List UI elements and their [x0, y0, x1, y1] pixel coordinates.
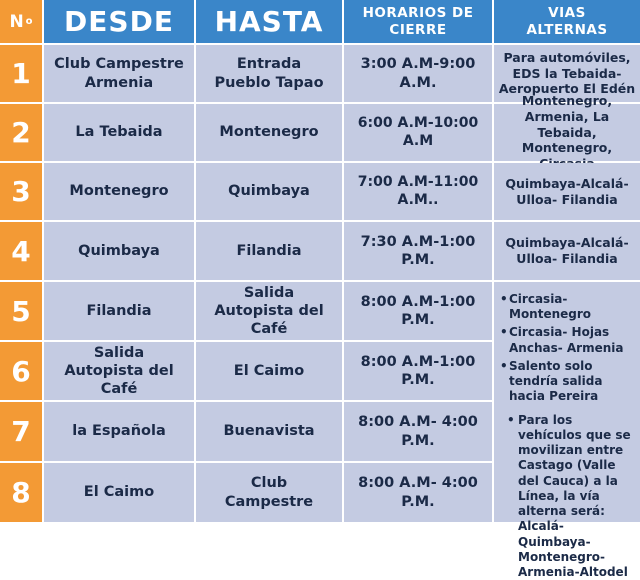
row-horario: 7:00 A.M-11:00 A.M..: [344, 163, 492, 220]
row-hasta: El Caimo: [196, 342, 342, 400]
row-number: 5: [0, 282, 42, 340]
row-number: 8: [0, 463, 42, 522]
header-vias: VIAS ALTERNAS: [494, 0, 640, 43]
vias-bullet-list: [500, 292, 636, 580]
row-horario: 8:00 A.M-1:00 P.M.: [344, 342, 492, 400]
header-number: [0, 0, 42, 43]
row-horario: 7:30 A.M-1:00 P.M.: [344, 222, 492, 280]
row-desde: la Española: [44, 402, 194, 461]
row-number: 6: [0, 342, 42, 400]
vias-merged-cell: [494, 282, 640, 579]
row-desde: Filandia: [44, 282, 194, 340]
row-number: 3: [0, 163, 42, 220]
row-vias: Para automóviles, EDS la Tebaida- Aeropuerto El Edén: [494, 45, 640, 102]
row-desde: Quimbaya: [44, 222, 194, 280]
row-hasta: Montenegro: [196, 104, 342, 161]
row-desde: Montenegro: [44, 163, 194, 220]
vias-bullet: • Salento solo tendría salida hacia Pereira: [500, 359, 636, 405]
row-vias: Armenia, La Tebaida, Montenegro,: [494, 104, 640, 161]
vias-bullet: • Circasia-Montenegro: [500, 292, 636, 322]
row-hasta: Filandia: [196, 222, 342, 280]
vias-bullet: • Para los vehículos que se movilizan entre Castago (Valle del Cauca) a la Línea, la vía alterna será: Alcalá- Quimbaya- Montenegro- Armenia-Altodel: [500, 413, 636, 580]
row-hasta: Quimbaya: [196, 163, 342, 220]
row-horario: 3:00 A.M-9:00 A.M.: [344, 45, 492, 102]
row-hasta: Club Campestre: [196, 463, 342, 522]
row-vias: Quimbaya-Alcalá- Ulloa- Filandia: [494, 222, 640, 280]
row-number: 1: [0, 45, 42, 102]
header-hasta: HASTA: [196, 0, 342, 43]
header-desde: DESDE: [44, 0, 194, 43]
row-hasta: Buenavista: [196, 402, 342, 461]
row-horario: 6:00 A.M-10:00 A.M: [344, 104, 492, 161]
header-horarios: HORARIOS DE CIERRE: [344, 0, 492, 43]
row-desde: Club Campestre Armenia: [44, 45, 194, 102]
row-horario: 8:00 A.M- 4:00 P.M.: [344, 463, 492, 522]
row-number: 2: [0, 104, 42, 161]
row-desde: La Tebaida: [44, 104, 194, 161]
header-number-label: N: [9, 11, 24, 32]
row-number: 4: [0, 222, 42, 280]
row-desde: Salida Autopista del Café: [44, 342, 194, 400]
row-number: 7: [0, 402, 42, 461]
row-vias: Quimbaya-Alcalá- Ulloa- Filandia: [494, 163, 640, 220]
vias-bullet: • Circasia- Hojas Anchas- Armenia: [500, 325, 636, 355]
row-hasta: Salida Autopista del Café: [196, 282, 342, 340]
header-number-sup: o: [25, 16, 33, 27]
row-horario: 8:00 A.M- 4:00 P.M.: [344, 402, 492, 461]
row-hasta: Entrada Pueblo Tapao: [196, 45, 342, 102]
row-horario: 8:00 A.M-1:00 P.M.: [344, 282, 492, 340]
row-desde: El Caimo: [44, 463, 194, 522]
